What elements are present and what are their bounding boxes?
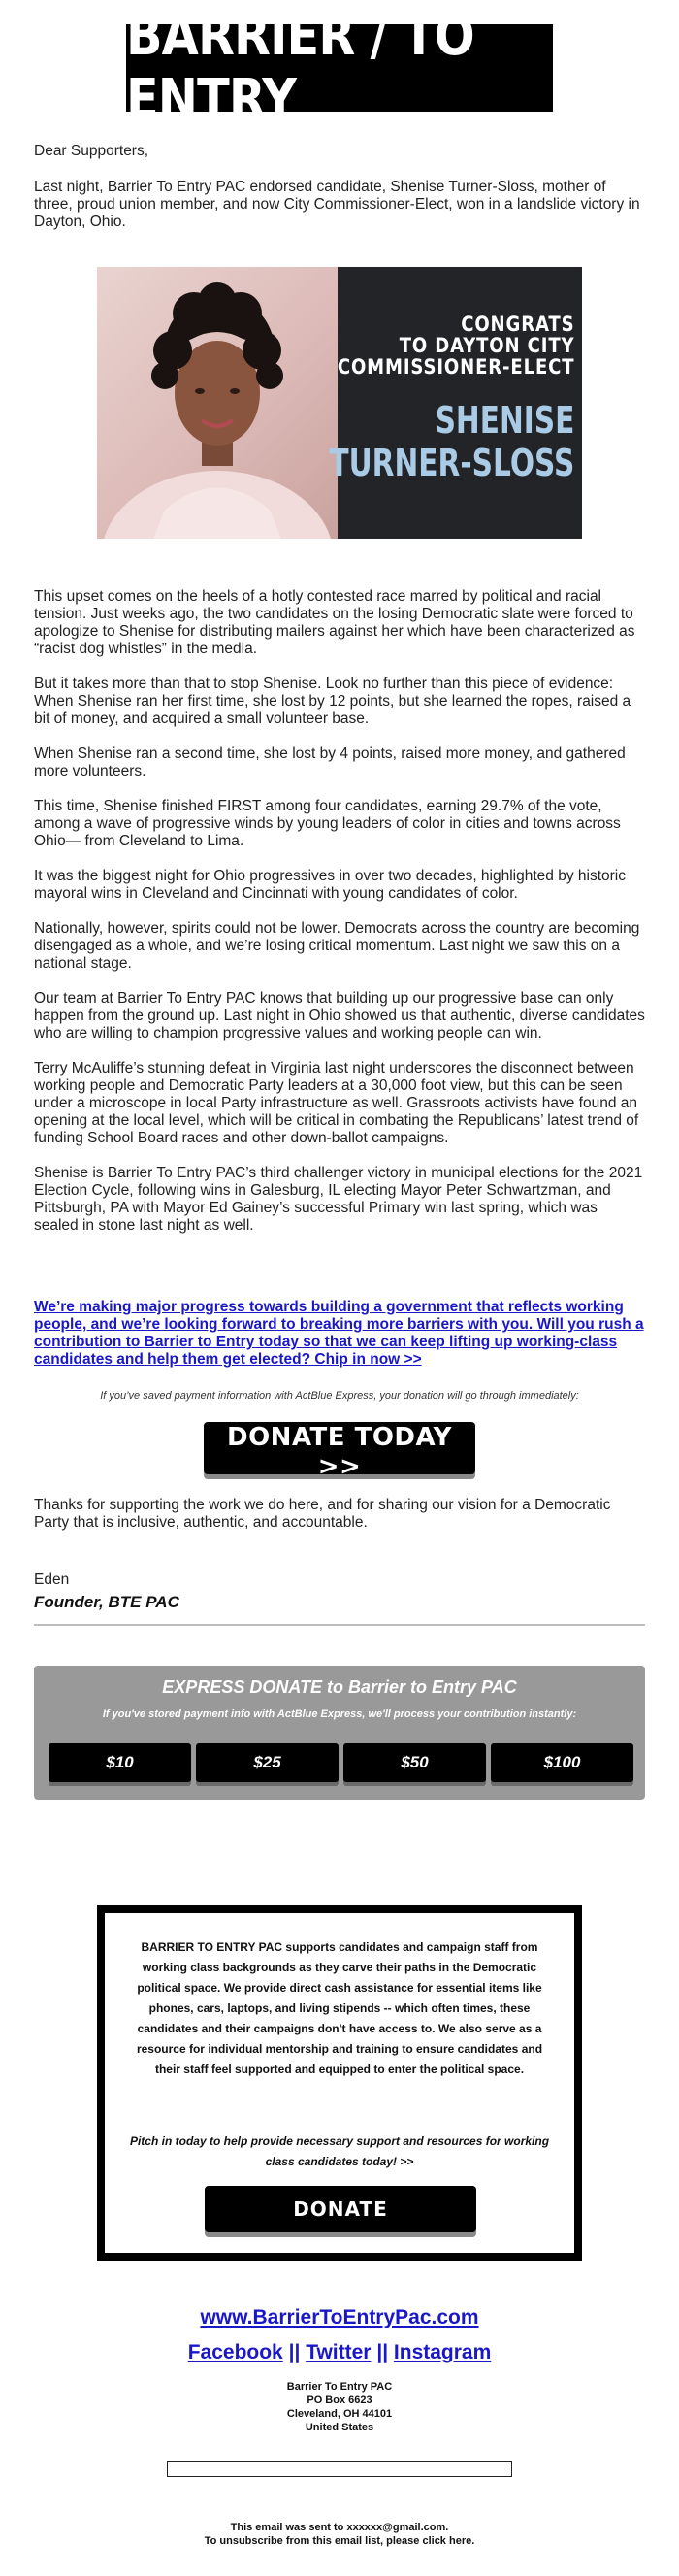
express-title: EXPRESS DONATE to Barrier to Entry PAC (162, 1677, 517, 1697)
paragraph: Terry McAuliffe’s stunning defeat in Virginia last night underscores the disconnect between working people and Democratic Party leaders at a 30,000 foot view, but this can be seen under a microscope in local Party infrastructure as well. Grassroots activists have found an opening at the local level, which will be critical in combating the Republicans’ latest trend of funding School Board races and other down-ballot campaigns. (34, 1060, 639, 1146)
article (34, 588, 645, 1252)
unsubscribe-link[interactable]: To unsubscribe from this email list, please click here. (204, 2535, 475, 2547)
empty-frame (167, 2461, 512, 2477)
chip-in-link[interactable]: We’re making major progress towards building a government that reflects working people, and we’re looking forward to breaking more barriers with you. Will you rush a contribution to Barrier to Entry today so that we can keep lifting up working-class candidates and help them get elected? Chip in now >> (34, 1299, 644, 1368)
intro-paragraph: Last night, Barrier To Entry PAC endorsed candidate, Shenise Turner-Sloss, mother of three, proud union member, and now City Commissioner-Elect, won in a landslide victory in Dayton, Ohio. (34, 179, 640, 230)
logo: BARRIER / TO ENTRY (126, 24, 553, 112)
hero-image (97, 267, 582, 539)
instagram-link[interactable]: Instagram (393, 2341, 492, 2363)
paragraph: Nationally, however, spirits could not be lower. Democrats across the country are becoming disengaged as a whole, and we’re losing critical momentum. Last night we saw this on a national stage. (34, 920, 640, 972)
facebook-link[interactable]: Facebook (187, 2341, 283, 2363)
paragraph: Shenise is Barrier To Entry PAC’s third challenger victory in municipal elections for the 2021 Election Cycle, following wins in Galesburg, IL electing Mayor Peter Schwartzman, and Pittsburgh, PA with Mayor Ed Gainey’s successful Primary win last spring, which was sealed in stone last night as well. (34, 1165, 643, 1234)
thanks-paragraph: Thanks for supporting the work we do here, and for sharing our vision for a Democratic Party that is inclusive, authentic, and accountable. (34, 1497, 611, 1531)
express-donate-panel (34, 1666, 645, 1800)
twitter-link[interactable]: Twitter (306, 2341, 372, 2363)
donate-button[interactable]: DONATE (205, 2186, 476, 2232)
sent-to-text: This email was sent to xxxxxx@gmail.com. (230, 2522, 449, 2533)
paragraph: Our team at Barrier To Entry PAC knows that building up our progressive base can only happen from the ground up. Last night in Ohio showed us that authentic, diverse candidates who are willing to champion progressive values and working people can win. (34, 990, 645, 1041)
website-link[interactable]: www.BarrierToEntryPac.com (200, 2306, 479, 2328)
paragraph: But it takes more than that to stop Shenise. Look no further than this piece of evidence: When Shenise ran her first time, she lost by 12 points, but she learned the ropes, raised a bit of money, and acquired a small volunteer base. (34, 676, 631, 727)
paragraph: This time, Shenise finished FIRST among four candidates, earning 29.7% of the vote, among a wave of progressive winds by young leaders of color in cities and towns across Ohio— from Cleveland to Lima. (34, 798, 621, 849)
donate-50-button[interactable]: $50 (343, 1743, 486, 1782)
actblue-note: If you’ve saved payment information with ActBlue Express, your donation will go through immediately: (100, 1390, 579, 1402)
divider (34, 1624, 645, 1626)
social-links (0, 2341, 679, 2364)
candidate-name: SHENISE TURNER-SLOSS (328, 399, 574, 484)
candidate-portrait-icon (97, 267, 338, 539)
signature-title: Founder, BTE PAC (34, 1593, 179, 1611)
paragraph: When Shenise ran a second time, she lost by 4 points, raised more money, and gathered more volunteers. (34, 745, 626, 779)
candidate-photo (97, 267, 338, 539)
donate-25-button[interactable]: $25 (196, 1743, 339, 1782)
link-separator: || (288, 2341, 301, 2363)
donate-today-button[interactable]: DONATE TODAY >> (204, 1422, 475, 1474)
about-pitch: Pitch in today to help provide necessary support and resources for working class candidates today! >> (129, 2134, 550, 2168)
mailing-address: Barrier To Entry PAC PO Box 6623 Cleveland, OH 44101 United States (286, 2381, 393, 2433)
link-separator: || (376, 2341, 389, 2363)
hero-caption-panel (328, 267, 582, 539)
donate-100-button[interactable]: $100 (491, 1743, 633, 1782)
express-subtitle: If you've stored payment info with ActBlue Express, we'll process your contribution instantly: (102, 1708, 577, 1720)
paragraph: This upset comes on the heels of a hotly contested race marred by political and racial tension. Just weeks ago, the two candidates on the losing Democratic slate were forced to apologize to Shenise for distributing mailers against her which have been characterized as “racist dog whistles” in the media. (34, 588, 635, 657)
footer (0, 2521, 679, 2548)
signature-name: Eden (34, 1571, 70, 1588)
paragraph: It was the biggest night for Ohio progressives in over two decades, highlighted by historic mayoral wins in Cleveland and Cincinnati with young candidates of color. (34, 868, 626, 902)
about-box (97, 1905, 582, 2261)
donate-10-button[interactable]: $10 (48, 1743, 191, 1782)
greeting: Dear Supporters, (34, 143, 149, 159)
congrats-heading: CONGRATS TO DAYTON CITY COMMISSIONER-ELECT (337, 313, 574, 379)
about-text: BARRIER TO ENTRY PAC supports candidates and campaign staff from working class backgrounds as they carve their paths in the Democratic political space. We provide direct cash assistance for essential items like phones, cars, laptops, and living stipends -- which often times, these candidates and their campaigns don't have access to. We also serve as a resource for individual mentorship and training to ensure candidates and their staff feel supported and equipped to enter the political space. (136, 1940, 543, 2076)
